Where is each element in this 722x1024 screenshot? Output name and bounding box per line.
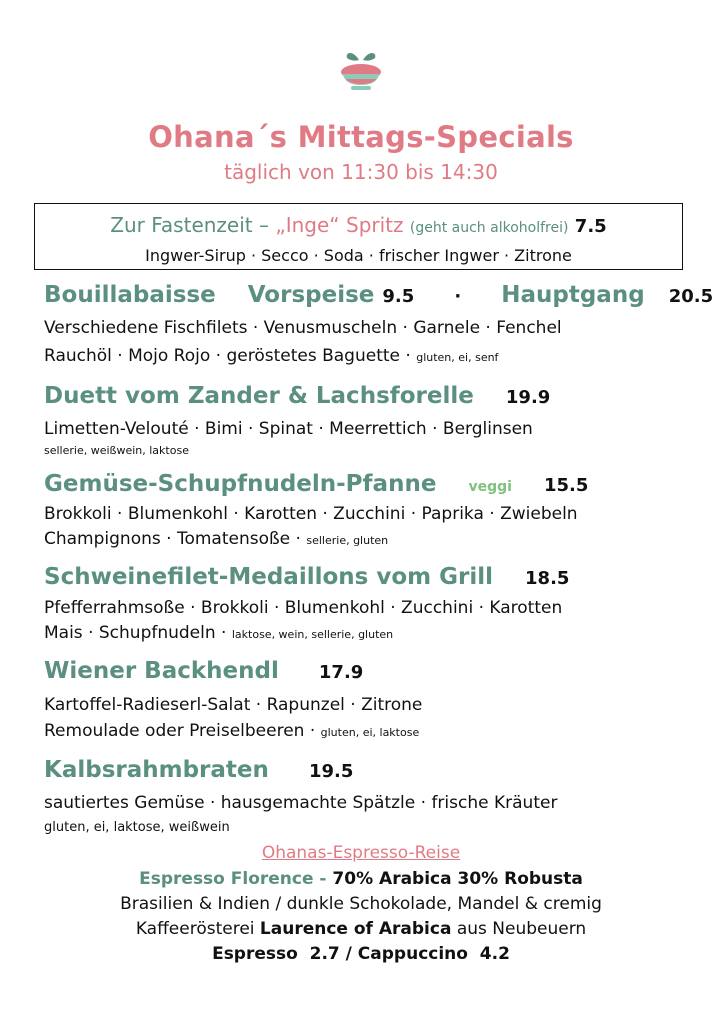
special-drink-suffix: Spritz [339, 213, 404, 237]
special-drink-price: 7.5 [574, 216, 607, 237]
espresso-name: Espresso Florence - [139, 869, 333, 889]
dish-name: Gemüse-Schupfnudeln-Pfanne [44, 471, 437, 497]
allergens: gluten, ei, senf [416, 351, 499, 364]
dish-description-text: Champignons · Tomatensoße · [44, 529, 307, 549]
dish-description [44, 346, 498, 366]
special-drink-quoted: „Inge“ [275, 213, 340, 237]
special-drink-title-line [35, 213, 682, 237]
special-drink-note: (geht auch alkoholfrei) [409, 220, 569, 236]
dish-description: Brokkoli · Blumenkohl · Karotten · Zucchini · Paprika · Zwiebeln [44, 504, 578, 524]
dish-price: 15.5 [543, 475, 589, 496]
dish-name: Bouillabaisse [44, 282, 216, 308]
opening-hours: täglich von 11:30 bis 14:30 [224, 160, 498, 184]
special-drink-box [34, 203, 683, 270]
separator: · [454, 286, 462, 307]
dish-description: Pfefferrahmsoße · Brokkoli · Blumenkohl · Zucchini · Karotten [44, 598, 563, 618]
dish-title [44, 282, 713, 308]
dish-description: Kartoffel-Radieserl-Salat · Rapunzel · Zitrone [44, 695, 423, 715]
dish-title [44, 383, 550, 409]
espresso-heading: Ohanas-Espresso-Reise [261, 843, 461, 863]
main-label: Hauptgang [501, 282, 645, 308]
dish-description [44, 529, 388, 549]
espresso-name-line [0, 869, 722, 889]
dish-description: Verschiedene Fischfilets · Venusmuscheln · Garnele · Fenchel [44, 318, 562, 338]
dish-name: Schweinefilet-Medaillons vom Grill [44, 564, 493, 590]
page-title: Ohana´s Mittags-Specials [148, 120, 574, 154]
allergens: sellerie, weißwein, laktose [44, 444, 189, 457]
dish-name: Kalbsrahmbraten [44, 757, 269, 783]
roaster-name: Laurence of Arabica [259, 919, 452, 939]
espresso-roaster-line [0, 919, 722, 939]
dish-price: 19.9 [505, 387, 551, 408]
roaster-prefix: Kaffeerösterei [135, 919, 260, 939]
special-drink-prefix: Zur Fastenzeit – [110, 213, 276, 237]
roaster-suffix: aus Neubeuern [451, 919, 587, 939]
dish-title [44, 471, 588, 497]
dish-title [44, 564, 569, 590]
dish-description [44, 623, 393, 643]
starter-label: Vorspeise [247, 282, 375, 308]
allergens: gluten, ei, laktose, weißwein [44, 820, 230, 835]
dish-price: 18.5 [525, 568, 570, 589]
dish-description-text: Rauchöl · Mojo Rojo · geröstetes Baguette · [44, 346, 417, 366]
espresso-prices: Espresso 2.7 / Cappuccino 4.2 [212, 944, 510, 964]
dish-price: 19.5 [308, 761, 354, 782]
allergens: gluten, ei, laktose [320, 726, 420, 739]
dish-description [44, 721, 419, 741]
dish-name: Wiener Backhendl [44, 658, 279, 684]
allergens: sellerie, gluten [306, 534, 389, 547]
dish-description-text: Remoulade oder Preiselbeeren · [44, 721, 321, 741]
dish-title [44, 658, 363, 684]
espresso-blend: 70% Arabica 30% Robusta [332, 869, 583, 889]
veggi-badge: veggi [468, 479, 512, 495]
allergens: laktose, wein, sellerie, gluten [231, 628, 394, 641]
dish-price: 17.9 [318, 662, 364, 683]
dish-description-text: Mais · Schupfnudeln · [44, 623, 232, 643]
main-price: 20.5 [668, 286, 714, 307]
special-drink-ingredients: Ingwer-Sirup · Secco · Soda · frischer Ingwer · Zitrone [145, 246, 572, 265]
bowl-logo-icon [337, 48, 385, 100]
starter-price: 9.5 [382, 286, 415, 307]
dish-title [44, 757, 353, 783]
dish-description: sautiertes Gemüse · hausgemachte Spätzle · frische Kräuter [44, 793, 558, 813]
espresso-description: Brasilien & Indien / dunkle Schokolade, Mandel & cremig [120, 894, 602, 914]
dish-description: Limetten-Velouté · Bimi · Spinat · Meerrettich · Berglinsen [44, 419, 533, 439]
dish-name: Duett vom Zander & Lachsforelle [44, 383, 474, 409]
